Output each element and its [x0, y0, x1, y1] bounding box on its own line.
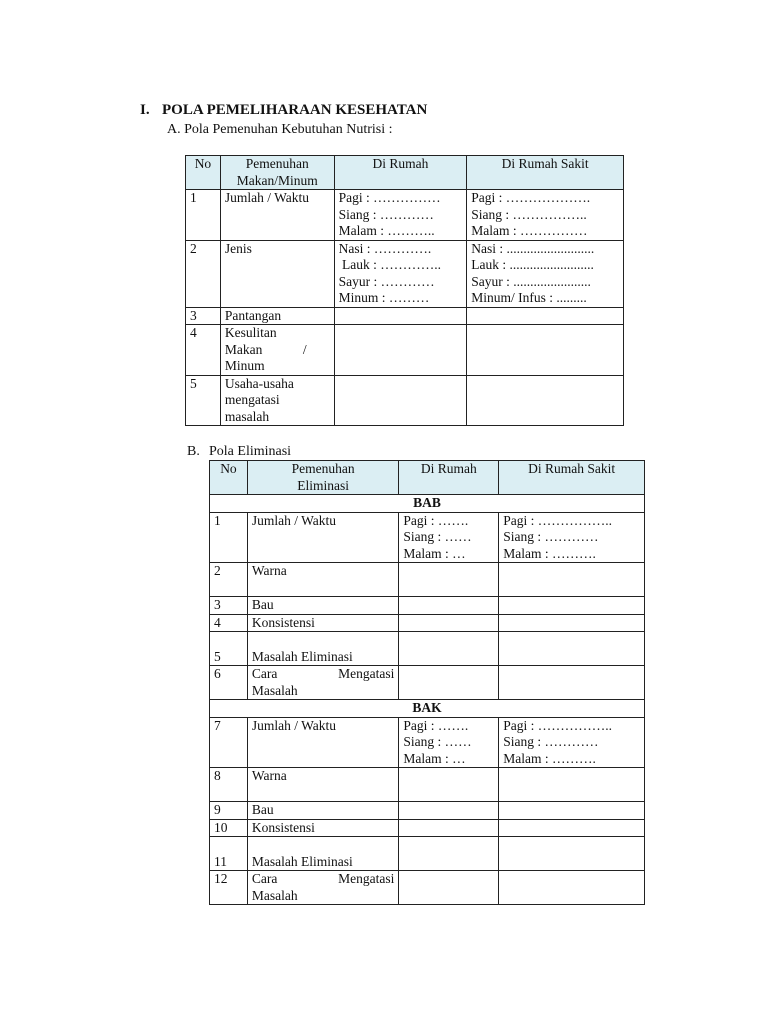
header-di-rumah: Di Rumah	[334, 156, 467, 190]
row-item-line: Masalah	[251, 887, 298, 903]
di-rumah-cell	[399, 597, 499, 615]
di-rumah-sakit-siang: Siang : …………	[503, 734, 599, 749]
di-rumah-sakit-cell	[499, 614, 645, 632]
di-rumah-sakit-lauk: Lauk : .........................	[471, 257, 594, 272]
di-rumah-sakit-siang: Siang : …………	[503, 529, 599, 544]
di-rumah-malam: Malam : …	[403, 750, 466, 766]
nutrisi-heading: A. Pola Pemenuhan Kebutuhan Nutrisi :	[167, 122, 393, 137]
row-item: Konsistensi	[247, 819, 399, 837]
row-item	[247, 666, 399, 700]
di-rumah-cell	[399, 837, 499, 871]
row-number: 4	[210, 614, 248, 632]
row-item: Warna	[247, 563, 399, 597]
row-number: 6	[210, 666, 248, 700]
di-rumah-sakit-cell	[499, 717, 645, 768]
di-rumah-pagi: Pagi : ……………	[338, 190, 441, 205]
di-rumah-siang: Siang : ……	[403, 529, 472, 544]
di-rumah-sakit-malam: Malam : ……….	[503, 545, 596, 561]
row-number: 3	[210, 597, 248, 615]
row-item: Warna	[247, 768, 399, 802]
row-item-line: Minum	[224, 358, 265, 373]
di-rumah-cell	[334, 190, 467, 241]
row-item	[220, 325, 334, 376]
di-rumah-sakit-cell	[499, 632, 645, 666]
di-rumah-cell	[399, 802, 499, 820]
di-rumah-sakit-cell	[499, 563, 645, 597]
table-row	[210, 614, 645, 632]
row-item-line: Masalah	[251, 682, 298, 698]
di-rumah-sakit-cell	[499, 666, 645, 700]
di-rumah-malam: Malam : …	[403, 545, 466, 561]
row-item-first-line	[252, 871, 395, 888]
row-number: 1	[210, 512, 248, 563]
table-row	[210, 563, 645, 597]
header-pemenuhan: Pemenuhan Eliminasi	[247, 461, 399, 495]
row-item: Bau	[247, 597, 399, 615]
header-no: No	[210, 461, 248, 495]
bab-section-row	[210, 495, 645, 513]
di-rumah-cell	[399, 871, 499, 905]
di-rumah-sakit-cell	[467, 307, 624, 325]
di-rumah-cell	[334, 240, 467, 307]
bab-label: BAB	[210, 495, 645, 513]
di-rumah-siang: Siang : …………	[338, 206, 434, 222]
row-item: Jumlah / Waktu	[247, 717, 399, 768]
row-item: Masalah Eliminasi	[247, 632, 399, 666]
table-row	[210, 837, 645, 871]
row-number: 12	[210, 871, 248, 905]
row-item: Bau	[247, 802, 399, 820]
di-rumah-sayur: Sayur : …………	[338, 273, 435, 289]
di-rumah-sakit-cell	[467, 240, 624, 307]
eliminasi-title: Pola Eliminasi	[209, 444, 292, 459]
row-item: Jenis	[220, 240, 334, 307]
di-rumah-cell	[399, 632, 499, 666]
section-heading	[140, 102, 427, 119]
di-rumah-cell	[399, 717, 499, 768]
table-row	[186, 375, 624, 426]
section-number: I.	[140, 102, 150, 118]
eliminasi-letter: B.	[187, 444, 200, 459]
di-rumah-pagi: Pagi : …….	[403, 512, 469, 528]
di-rumah-cell	[334, 375, 467, 426]
di-rumah-sakit-cell	[499, 768, 645, 802]
table-row	[210, 768, 645, 802]
di-rumah-cell	[399, 819, 499, 837]
row-item-line: masalah	[224, 408, 270, 424]
bak-label: BAK	[210, 700, 645, 718]
di-rumah-cell	[334, 307, 467, 325]
di-rumah-minum: Minum : ………	[338, 290, 430, 305]
di-rumah-lauk: Lauk : …………..	[338, 257, 441, 272]
row-item: Konsistensi	[247, 614, 399, 632]
row-item-line: Usaha-usaha	[224, 375, 294, 391]
row-item: Masalah Eliminasi	[247, 837, 399, 871]
di-rumah-sakit-cell	[499, 837, 645, 871]
row-item-line: mengatasi	[224, 392, 280, 407]
row-item-word: Mengatasi	[338, 666, 395, 681]
eliminasi-heading	[187, 444, 291, 460]
di-rumah-siang: Siang : ……	[403, 734, 472, 749]
row-number: 2	[210, 563, 248, 597]
row-number: 1	[186, 190, 221, 241]
di-rumah-cell	[399, 666, 499, 700]
table-header-row	[210, 461, 645, 495]
table-row	[210, 819, 645, 837]
table-row	[210, 871, 645, 905]
di-rumah-sakit-cell	[499, 819, 645, 837]
table-header-row	[186, 156, 624, 190]
table-row	[186, 307, 624, 325]
di-rumah-sakit-cell	[499, 802, 645, 820]
di-rumah-sakit-nasi: Nasi : ..........................	[471, 240, 595, 256]
row-item: Pantangan	[220, 307, 334, 325]
di-rumah-sakit-pagi: Pagi : ……………..	[503, 717, 612, 733]
di-rumah-cell	[334, 325, 467, 376]
table-row	[186, 325, 624, 376]
row-number: 8	[210, 768, 248, 802]
header-no: No	[186, 156, 221, 190]
row-item	[247, 871, 399, 905]
row-item: Jumlah / Waktu	[247, 512, 399, 563]
table-row	[210, 666, 645, 700]
table-row	[210, 512, 645, 563]
table-row	[186, 240, 624, 307]
table-row	[210, 597, 645, 615]
header-di-rumah-sakit: Di Rumah Sakit	[467, 156, 624, 190]
row-number: 11	[210, 837, 248, 871]
di-rumah-sakit-cell	[499, 871, 645, 905]
row-item-line: Makan /	[224, 341, 307, 357]
table-row	[210, 802, 645, 820]
row-number: 10	[210, 819, 248, 837]
table-row	[210, 717, 645, 768]
di-rumah-sakit-pagi: Pagi : ……………..	[503, 512, 612, 528]
row-number: 7	[210, 717, 248, 768]
row-item-word: Mengatasi	[338, 871, 395, 886]
row-item-line: Kesulitan	[224, 325, 277, 340]
di-rumah-sakit-minum: Minum/ Infus : .........	[471, 290, 587, 305]
row-number: 5	[210, 632, 248, 666]
di-rumah-sakit-malam: Malam : ……….	[503, 750, 596, 766]
di-rumah-nasi: Nasi : ………….	[338, 240, 432, 256]
di-rumah-sakit-cell	[499, 512, 645, 563]
di-rumah-sakit-cell	[499, 597, 645, 615]
header-pemenuhan: Pemenuhan Makan/Minum	[220, 156, 334, 190]
row-number: 2	[186, 240, 221, 307]
eliminasi-table	[209, 460, 645, 905]
di-rumah-sakit-pagi: Pagi : ……………….	[471, 190, 591, 205]
di-rumah-sakit-sayur: Sayur : .......................	[471, 273, 591, 289]
row-number: 5	[186, 375, 221, 426]
table-row	[186, 190, 624, 241]
row-item	[220, 375, 334, 426]
row-item: Jumlah / Waktu	[220, 190, 334, 241]
table-row	[210, 632, 645, 666]
row-number: 3	[186, 307, 221, 325]
di-rumah-sakit-cell	[467, 190, 624, 241]
row-number: 4	[186, 325, 221, 376]
nutrisi-table	[185, 155, 624, 426]
section-title: POLA PEMELIHARAAN KESEHATAN	[162, 102, 428, 118]
row-item-first-line	[252, 666, 395, 683]
di-rumah-malam: Malam : ………..	[338, 223, 435, 238]
di-rumah-sakit-siang: Siang : ……………..	[471, 206, 587, 222]
row-item-word: Cara	[251, 871, 278, 886]
row-item-word: Cara	[251, 666, 278, 681]
di-rumah-sakit-cell	[467, 325, 624, 376]
di-rumah-cell	[399, 614, 499, 632]
di-rumah-cell	[399, 768, 499, 802]
di-rumah-cell	[399, 512, 499, 563]
header-di-rumah-sakit: Di Rumah Sakit	[499, 461, 645, 495]
row-number: 9	[210, 802, 248, 820]
di-rumah-sakit-malam: Malam : ……………	[471, 223, 588, 238]
di-rumah-cell	[399, 563, 499, 597]
di-rumah-pagi: Pagi : …….	[403, 717, 469, 733]
di-rumah-sakit-cell	[467, 375, 624, 426]
header-di-rumah: Di Rumah	[399, 461, 499, 495]
bak-section-row	[210, 700, 645, 718]
